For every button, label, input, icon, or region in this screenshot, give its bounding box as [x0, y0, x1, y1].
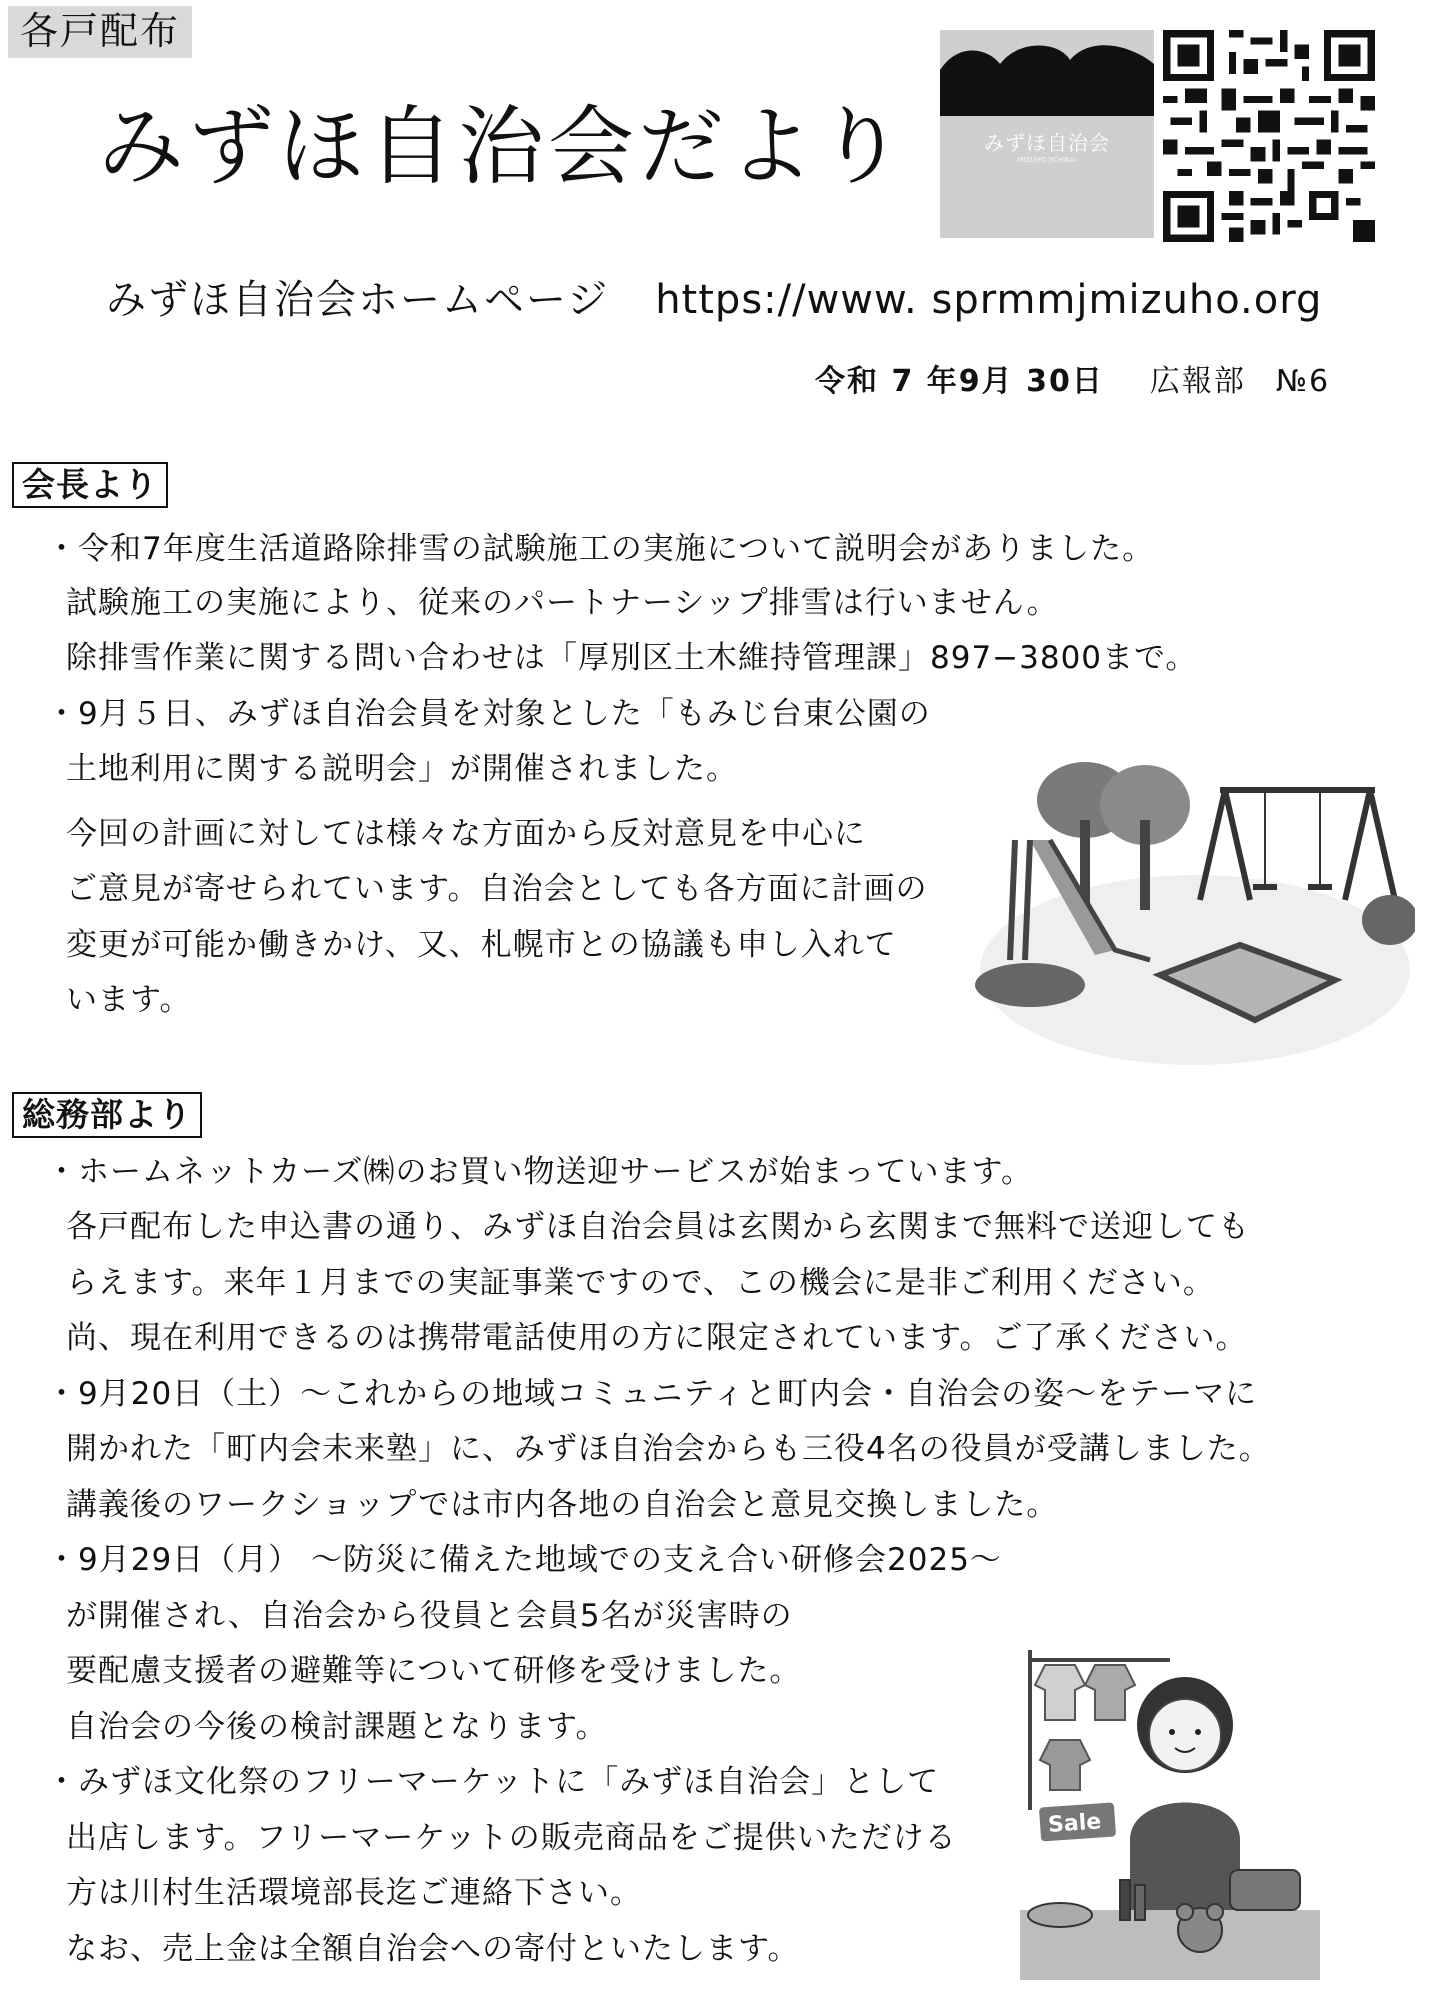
body-line: 開かれた「町内会未来塾」に、みずほ自治会からも三役4名の役員が受講しました。 — [66, 1431, 1271, 1467]
section-heading-general-affairs: 総務部より — [12, 1092, 202, 1138]
body-line: ・9月５日、みずほ自治会員を対象とした「もみじ台東公園の — [46, 696, 931, 732]
body-line: います。 — [66, 982, 192, 1018]
body-line: なお、売上金は全額自治会への寄付といたします。 — [66, 1931, 800, 1967]
body-line: 土地利用に関する説明会」が開催されました。 — [66, 751, 738, 787]
issue-meta — [815, 356, 1330, 400]
department-name: 広報部 — [1149, 364, 1246, 399]
logo-subtext: MIZUHO JICHIKAI — [1017, 156, 1077, 164]
body-line: 今回の計画に対しては様々な方面から反対意見を中心に — [66, 816, 866, 852]
body-line: ・令和7年度生活道路除排雪の試験施工の実施について説明会がありました。 — [46, 531, 1155, 567]
logo-text: みずほ自治会 — [984, 131, 1110, 155]
body-line: 変更が可能か働きかけ、又、札幌市との協議も申し入れて — [66, 927, 897, 963]
body-line: ・9月20日（土）〜これからの地域コミュニティと町内会・自治会の姿〜をテーマに — [46, 1376, 1258, 1412]
body-line: 試験施工の実施により、従来のパートナーシップ排雪は行いません。 — [66, 585, 1059, 621]
issue-number: №6 — [1275, 364, 1331, 399]
body-line: らえます。来年１月までの実証事業ですので、この機会に是非ご利用ください。 — [66, 1265, 1215, 1301]
body-line: 除排雪作業に関する問い合わせは「厚別区土木維持管理課」897−3800まで。 — [66, 640, 1198, 676]
body-line: 自治会の今後の検討課題となります。 — [66, 1709, 608, 1745]
homepage-label: みずほ自治会ホームページ — [106, 277, 610, 323]
body-line: 尚、現在利用できるのは携帯電話使用の方に限定されています。ご了承ください。 — [66, 1320, 1248, 1356]
qr-code-icon[interactable] — [1163, 30, 1375, 242]
issue-date: 令和 7 年9月 30日 — [815, 364, 1104, 399]
homepage-url-link[interactable]: https://www. sprmmjmizuho.org — [655, 277, 1323, 323]
park-playground-illustration — [975, 760, 1415, 1070]
person-icon — [1130, 1677, 1240, 1910]
body-line: 講義後のワークショップでは市内各地の自治会と意見交換しました。 — [66, 1487, 1059, 1523]
body-line: が開催され、自治会から役員と会員5名が災害時の — [66, 1598, 793, 1634]
section-heading-president: 会長より — [12, 462, 168, 508]
sale-sign-text: Sale — [1047, 1809, 1103, 1838]
body-line: ご意見が寄せられています。自治会としても各方面に計画の — [66, 871, 928, 907]
body-line: 要配慮支援者の避難等について研修を受けました。 — [66, 1653, 802, 1689]
association-logo — [940, 30, 1154, 238]
sale-sign-icon — [1039, 1802, 1116, 1841]
body-line: 出店します。フリーマーケットの販売商品をご提供いただける — [66, 1820, 957, 1856]
flea-market-illustration — [1000, 1630, 1340, 1990]
body-line: 方は川村生活環境部長迄ご連絡下さい。 — [66, 1875, 642, 1911]
distribution-badge: 各戸配布 — [8, 6, 192, 58]
homepage-line — [106, 268, 1322, 325]
body-line: ・ホームネットカーズ㈱のお買い物送迎サービスが始まっています。 — [46, 1154, 1034, 1190]
body-line: ・みずほ文化祭のフリーマーケットに「みずほ自治会」として — [46, 1764, 940, 1800]
body-line: 各戸配布した申込書の通り、みずほ自治会員は玄関から玄関まで無料で送迎しても — [66, 1209, 1250, 1245]
newsletter-title: みずほ自治会だより — [98, 97, 908, 197]
body-line: ・9月29日（月） 〜防災に備えた地域での支え合い研修会2025〜 — [46, 1542, 1002, 1578]
